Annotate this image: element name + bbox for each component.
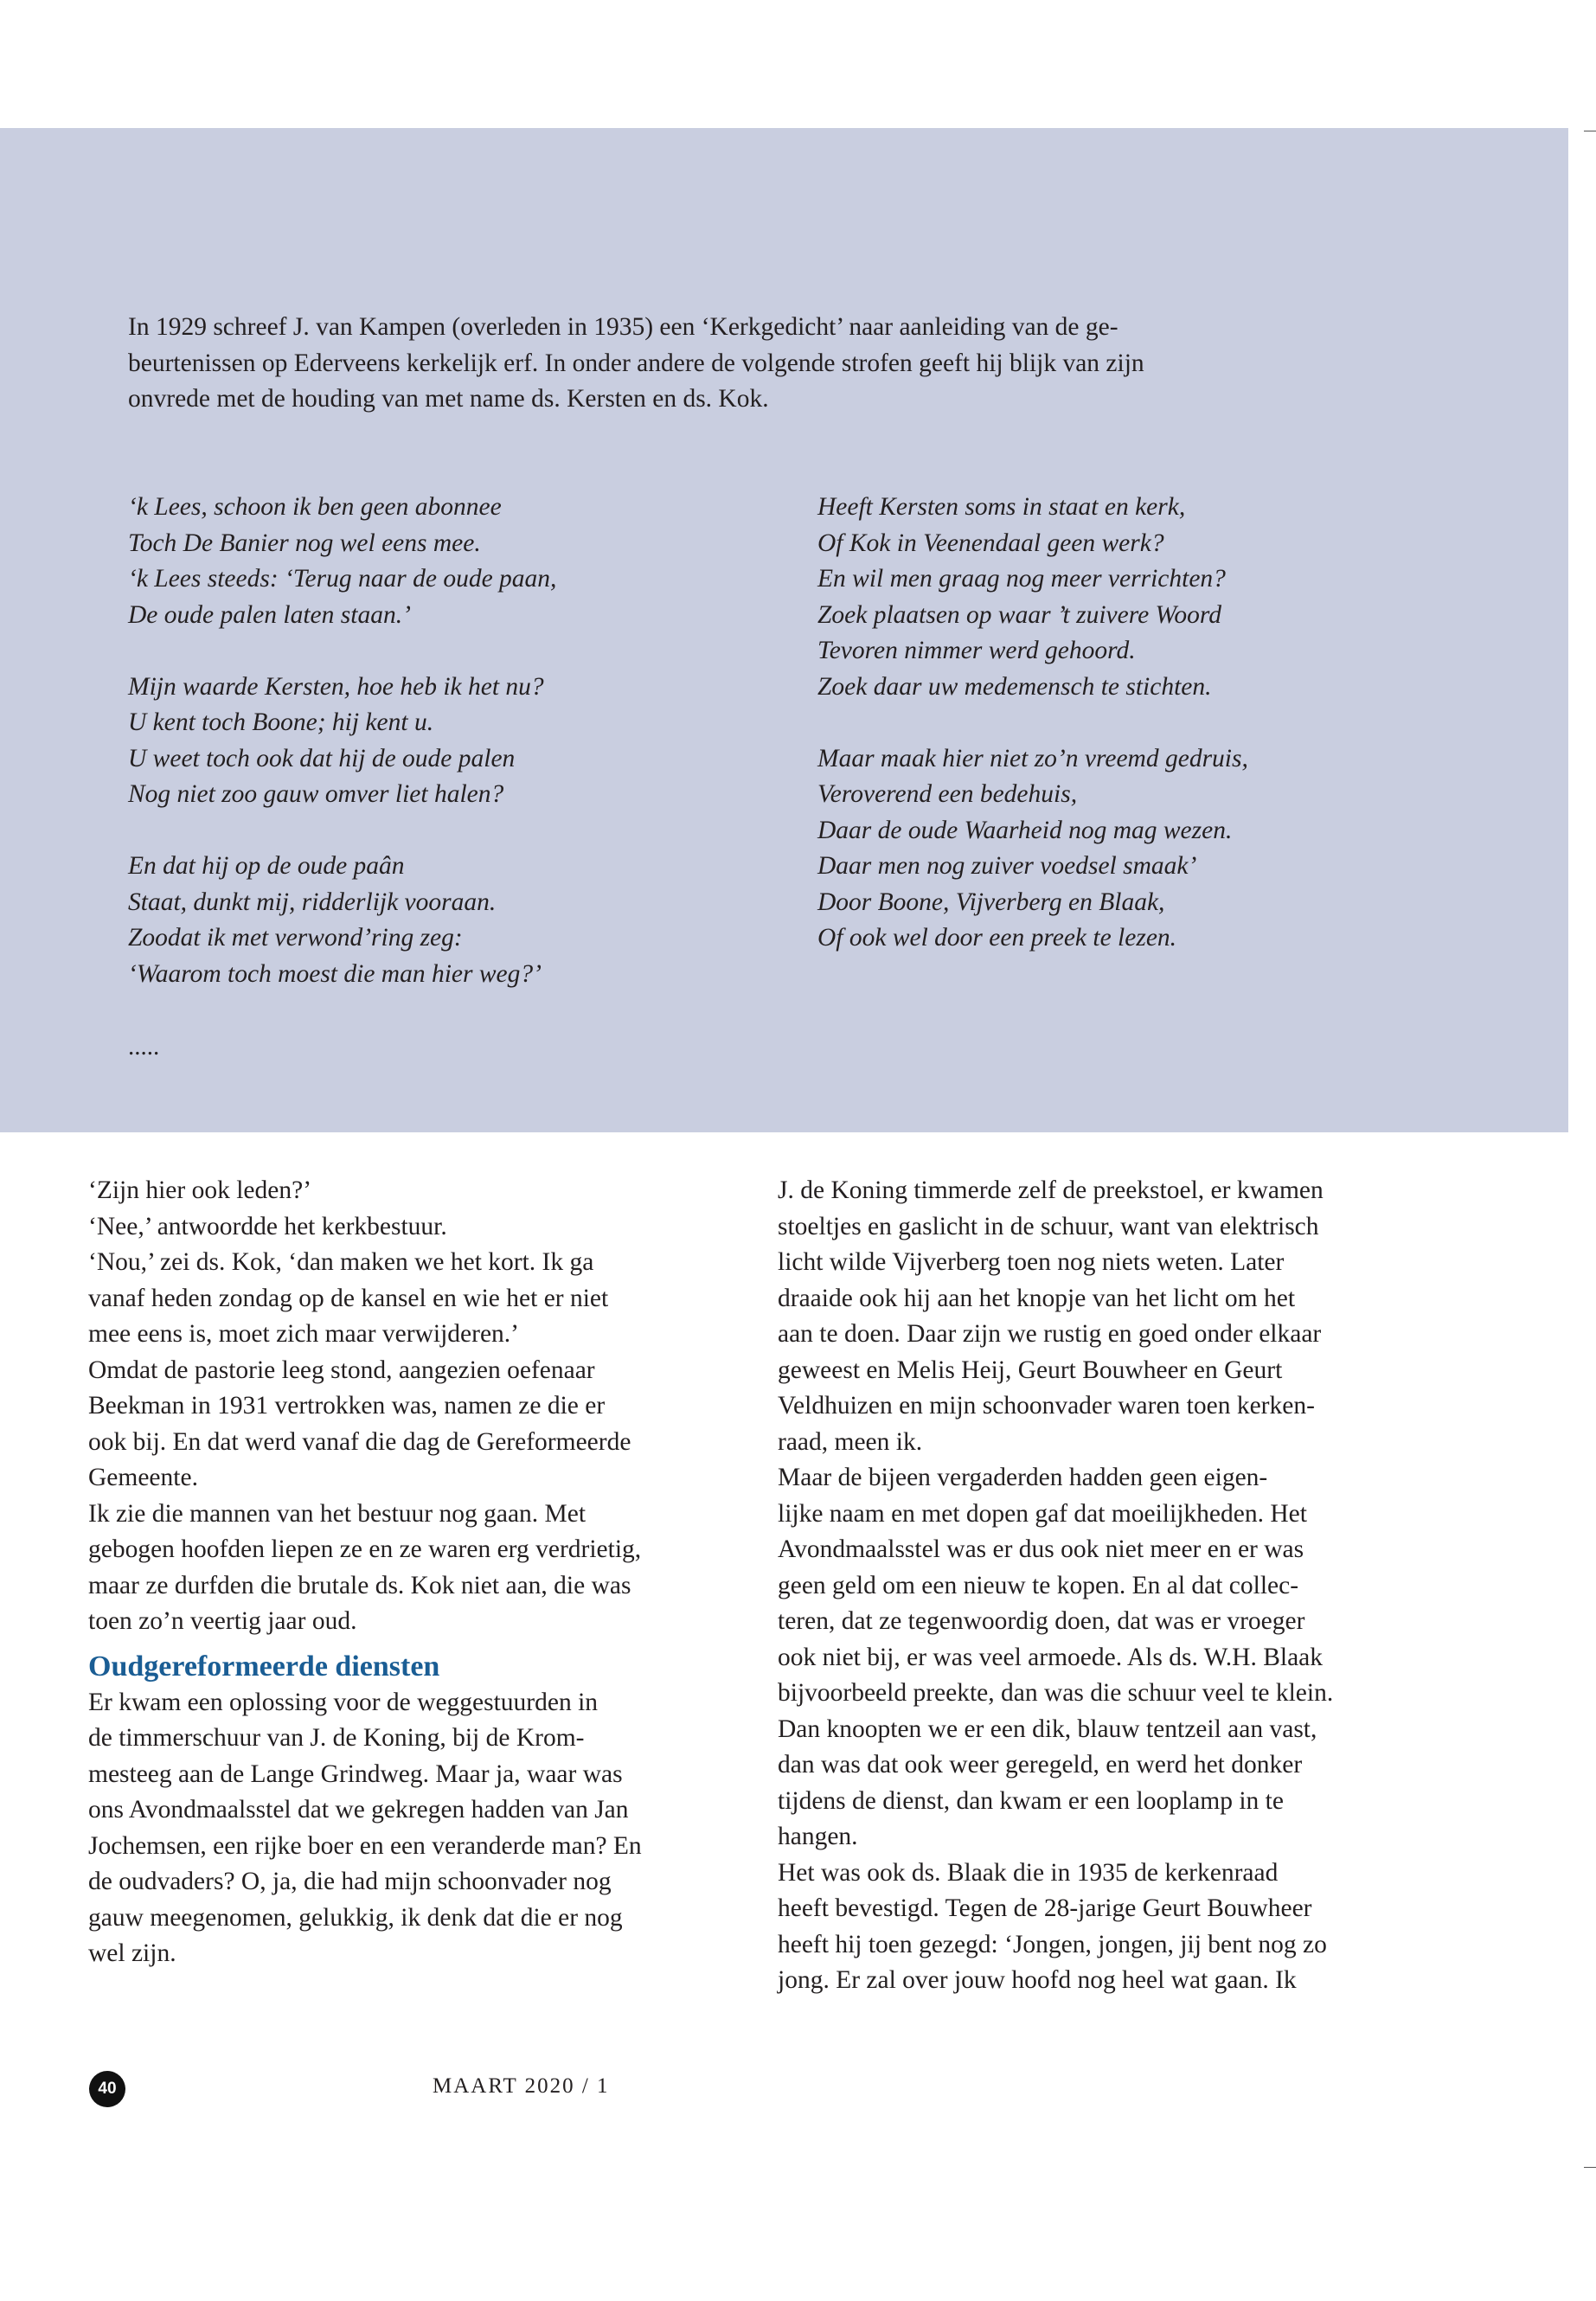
intro-paragraph — [128, 310, 1144, 418]
text-line: mee eens is, moet zich maar verwijderen.’ — [88, 1320, 519, 1348]
text-line: En dat hij op de oude paân — [128, 852, 405, 880]
body-column-left — [88, 1173, 642, 1972]
text-line: gebogen hoofden liepen ze en ze waren erg verdrietig, — [88, 1535, 642, 1563]
text-line: Dan knoopten we er een dik, blauw tentzeil aan vast, — [778, 1715, 1317, 1743]
text-line: ook niet bij, er was veel armoede. Als ds. W.H. Blaak — [778, 1643, 1324, 1671]
text-line: dan was dat ook weer geregeld, en werd het donker — [778, 1751, 1303, 1779]
text-line: beurtenissen op Ederveens kerkelijk erf. In onder andere de volgende strofen geeft hij blijk van zijn — [128, 349, 1144, 377]
text-line: heeft hij toen gezegd: ‘Jongen, jongen, jij bent nog zo — [778, 1930, 1327, 1958]
text-line: Daar men nog zuiver voedsel smaak’ — [817, 852, 1197, 880]
text-line — [817, 705, 1248, 741]
section-heading: Oudgereformeerde diensten — [88, 1650, 440, 1682]
text-line: ons Avondmaalsstel dat we gekregen hadden van Jan — [88, 1796, 629, 1823]
text-line: hangen. — [778, 1823, 858, 1850]
text-line: Door Boone, Vijverberg en Blaak, — [817, 888, 1165, 916]
text-line: Toch De Banier nog wel eens mee. — [128, 529, 481, 557]
text-line: Avondmaalsstel was er dus ook niet meer en er was — [778, 1535, 1304, 1563]
text-line: U weet toch ook dat hij de oude palen — [128, 744, 516, 772]
text-line: lijke naam en met dopen gaf dat moeilijkheden. Het — [778, 1499, 1307, 1528]
text-line: bijvoorbeeld preekte, dan was die schuur veel te klein. — [778, 1679, 1334, 1707]
text-line: Beekman in 1931 vertrokken was, namen ze die er — [88, 1392, 606, 1420]
text-line: U kent toch Boone; hij kent u. — [128, 708, 434, 736]
text-line: mesteeg aan de Lange Grindweg. Maar ja, waar was — [88, 1759, 623, 1788]
text-line: Maar de bijeen vergaderden hadden geen eigen- — [778, 1464, 1268, 1491]
text-line: Tevoren nimmer werd gehoord. — [817, 637, 1136, 664]
text-line: Of Kok in Veenendaal geen werk? — [817, 529, 1164, 557]
text-line: ‘Nou,’ zei ds. Kok, ‘dan maken we het kort. Ik ga — [88, 1248, 594, 1276]
text-line: wel zijn. — [88, 1939, 176, 1967]
text-line: gauw meegenomen, gelukkig, ik denk dat die er nog — [88, 1903, 623, 1932]
text-line: jong. Er zal over jouw hoofd nog heel wat gaan. Ik — [778, 1966, 1297, 1994]
text-line: Of ook wel door een preek te lezen. — [817, 924, 1177, 952]
text-line: Heeft Kersten soms in staat en kerk, — [817, 493, 1186, 521]
text-line: Zoodat ik met verwond’ring zeg: — [128, 924, 463, 952]
poem-left-column — [128, 490, 556, 992]
text-line: vanaf heden zondag op de kansel en wie het er niet — [88, 1284, 609, 1312]
text-line: Gemeente. — [88, 1464, 198, 1491]
crop-mark — [1584, 2167, 1596, 2168]
text-line: Staat, dunkt mij, ridderlijk vooraan. — [128, 888, 497, 916]
text-line: toen zo’n veertig jaar oud. — [88, 1607, 357, 1635]
page-number: 40 — [89, 2071, 125, 2107]
text-line — [128, 813, 556, 849]
text-line: Mijn waarde Kersten, hoe heb ik het nu? — [128, 672, 544, 701]
text-line: ook bij. En dat werd vanaf die dag de Gereformeerde — [88, 1427, 631, 1456]
text-line: geen geld om een nieuw te kopen. En al dat collec- — [778, 1571, 1299, 1599]
text-line: draaide ook hij aan het knopje van het licht om het — [778, 1284, 1296, 1312]
text-line: onvrede met de houding van met name ds. Kersten en ds. Kok. — [128, 385, 769, 413]
text-line: In 1929 schreef J. van Kampen (overleden in 1935) een ‘Kerkgedicht’ naar aanleiding van de ge- — [128, 313, 1118, 341]
text-line: ‘Zijn hier ook leden?’ — [88, 1176, 312, 1204]
text-line: Ik zie die mannen van het bestuur nog gaan. Met — [88, 1499, 586, 1528]
text-line: ‘Waarom toch moest die man hier weg?’ — [128, 959, 542, 988]
poem-right-column — [817, 490, 1248, 957]
text-line: Veldhuizen en mijn schoonvader waren toen kerken- — [778, 1392, 1315, 1420]
text-line: stoeltjes en gaslicht in de schuur, want van elektrisch — [778, 1212, 1319, 1240]
text-line: ‘Nee,’ antwoordde het kerkbestuur. — [88, 1212, 447, 1240]
text-line: Omdat de pastorie leeg stond, aangezien oefenaar — [88, 1356, 595, 1384]
text-line: geweest en Melis Heij, Geurt Bouwheer en Geurt — [778, 1356, 1283, 1384]
text-line: Nog niet zoo gauw omver liet halen? — [128, 780, 504, 808]
text-line: maar ze durfden die brutale ds. Kok niet aan, die was — [88, 1571, 631, 1599]
text-line: J. de Koning timmerde zelf de preekstoel, er kwamen — [778, 1176, 1324, 1204]
text-line: ‘k Lees, schoon ik ben geen abonnee — [128, 493, 502, 521]
text-line: Daar de oude Waarheid nog mag wezen. — [817, 816, 1233, 844]
text-line: teren, dat ze tegenwoordig doen, dat was er vroeger — [778, 1607, 1305, 1635]
text-line: Maar maak hier niet zo’n vreemd gedruis, — [817, 744, 1248, 772]
text-line: raad, meen ik. — [778, 1427, 923, 1456]
body-column-right — [778, 1173, 1333, 1999]
text-line: aan te doen. Daar zijn we rustig en goed onder elkaar — [778, 1320, 1322, 1348]
text-line: Zoek plaatsen op waar ’t zuivere Woord — [817, 600, 1222, 629]
body-text-part-2 — [88, 1685, 642, 1972]
issue-label: MAART 2020 / 1 — [433, 2074, 610, 2098]
text-line: ‘k Lees steeds: ‘Terug naar de oude paan, — [128, 565, 557, 593]
text-line: Zoek daar uw medemensch te stichten. — [817, 672, 1212, 701]
text-line: tijdens de dienst, dan kwam er een looplamp in te — [778, 1786, 1284, 1815]
text-line: Jochemsen, een rijke boer en een veranderde man? En — [88, 1831, 642, 1860]
ellipsis: ..... — [128, 1033, 160, 1061]
body-text-part-1 — [88, 1173, 642, 1640]
text-line: Veroverend een bedehuis, — [817, 780, 1078, 808]
text-line: heeft bevestigd. Tegen de 28-jarige Geurt Bouwheer — [778, 1894, 1312, 1922]
text-line — [128, 633, 556, 670]
text-line: En wil men graag nog meer verrichten? — [817, 565, 1226, 593]
text-line: licht wilde Vijverberg toen nog niets weten. Later — [778, 1248, 1285, 1276]
text-line: Er kwam een oplossing voor de weggestuurden in — [88, 1688, 599, 1716]
text-line: de timmerschuur van J. de Koning, bij de Krom- — [88, 1724, 585, 1752]
text-line: De oude palen laten staan.’ — [128, 600, 411, 629]
text-line: de oudvaders? O, ja, die had mijn schoonvader nog — [88, 1868, 612, 1895]
text-line: Het was ook ds. Blaak die in 1935 de kerkenraad — [778, 1858, 1279, 1887]
